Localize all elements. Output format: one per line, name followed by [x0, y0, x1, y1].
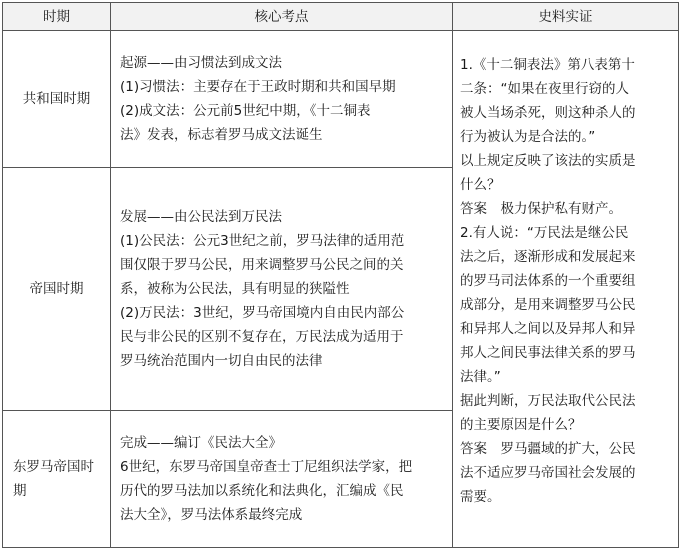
- evidence-line: 的罗马司法体系的一个重要组: [460, 273, 636, 289]
- development-line: 民与非公民的区别不复存在，万民法成为适用于: [120, 329, 404, 345]
- development-line: 围仅限于罗马公民，用来调整罗马公民之间的关: [120, 257, 404, 273]
- origin-line: (2)成文法：公元前5世纪中期，《十二铜表: [120, 103, 371, 119]
- evidence-line: 法律。”: [460, 369, 501, 385]
- development-line: (1)公民法：公元3世纪之前，罗马法律的适用范: [120, 233, 405, 249]
- evidence-cell: [453, 31, 679, 548]
- completion-line: 法大全》，罗马法体系最终完成: [120, 507, 303, 523]
- origin-line: 法》发表，标志着罗马成文法诞生: [120, 127, 323, 143]
- key-points-origin: [111, 31, 453, 168]
- period-republic: 共和国时期: [3, 31, 111, 168]
- development-heading: 发展——由公民法到万民法: [120, 209, 282, 225]
- completion-line: 历代的罗马法加以系统化和法典化，汇编成《民: [120, 483, 404, 499]
- development-line: 罗马统治范围内一切自由民的法律: [120, 353, 323, 369]
- evidence-line: 2.有人说：“万民法是继公民: [460, 225, 629, 241]
- evidence-line: 法之后，逐渐形成和发展起来: [460, 249, 636, 265]
- evidence-answer: 答案 极力保护私有财产。: [460, 201, 622, 217]
- history-table: [2, 2, 679, 548]
- evidence-line: 和异邦人之间以及异邦人和异: [460, 321, 636, 337]
- evidence-line: 1.《十二铜表法》第八表第十: [460, 57, 635, 73]
- evidence-answer: 法不适应罗马帝国社会发展的: [460, 465, 636, 481]
- evidence-line: 二条：“如果在夜里行窃的人: [460, 81, 629, 97]
- evidence-question: 以上规定反映了该法的实质是: [460, 153, 636, 169]
- period-empire: 帝国时期: [3, 168, 111, 411]
- completion-line: 6世纪，东罗马帝国皇帝查士丁尼组织法学家，把: [120, 459, 413, 475]
- period-eastern-empire: 东罗马帝国时 期: [3, 411, 111, 548]
- completion-heading: 完成——编订《民法大全》: [120, 435, 282, 451]
- key-points-completion: [111, 411, 453, 548]
- header-key-points: 核心考点: [111, 3, 453, 31]
- header-evidence: 史料实证: [453, 3, 679, 31]
- evidence-question: 据此判断，万民法取代公民法: [460, 393, 636, 409]
- origin-line: (1)习惯法：主要存在于王政时期和共和国早期: [120, 79, 396, 95]
- header-period: 时期: [3, 3, 111, 31]
- evidence-line: 邦人之间民事法律关系的罗马: [460, 345, 636, 361]
- development-line: (2)万民法：3世纪，罗马帝国境内自由民内部公: [120, 305, 405, 321]
- evidence-question: 什么？: [460, 177, 501, 193]
- evidence-question: 的主要原因是什么？: [460, 417, 582, 433]
- evidence-answer: 需要。: [460, 489, 501, 505]
- header-row: [3, 3, 679, 31]
- table-row: [3, 31, 679, 168]
- evidence-line: 成部分，是用来调整罗马公民: [460, 297, 636, 313]
- origin-heading: 起源——由习惯法到成文法: [120, 55, 282, 71]
- key-points-development: [111, 168, 453, 411]
- evidence-line: 行为被认为是合法的。”: [460, 129, 596, 145]
- evidence-answer: 答案 罗马疆域的扩大，公民: [460, 441, 636, 457]
- evidence-line: 被人当场杀死，则这种杀人的: [460, 105, 636, 121]
- development-line: 系，被称为公民法，具有明显的狭隘性: [120, 281, 350, 297]
